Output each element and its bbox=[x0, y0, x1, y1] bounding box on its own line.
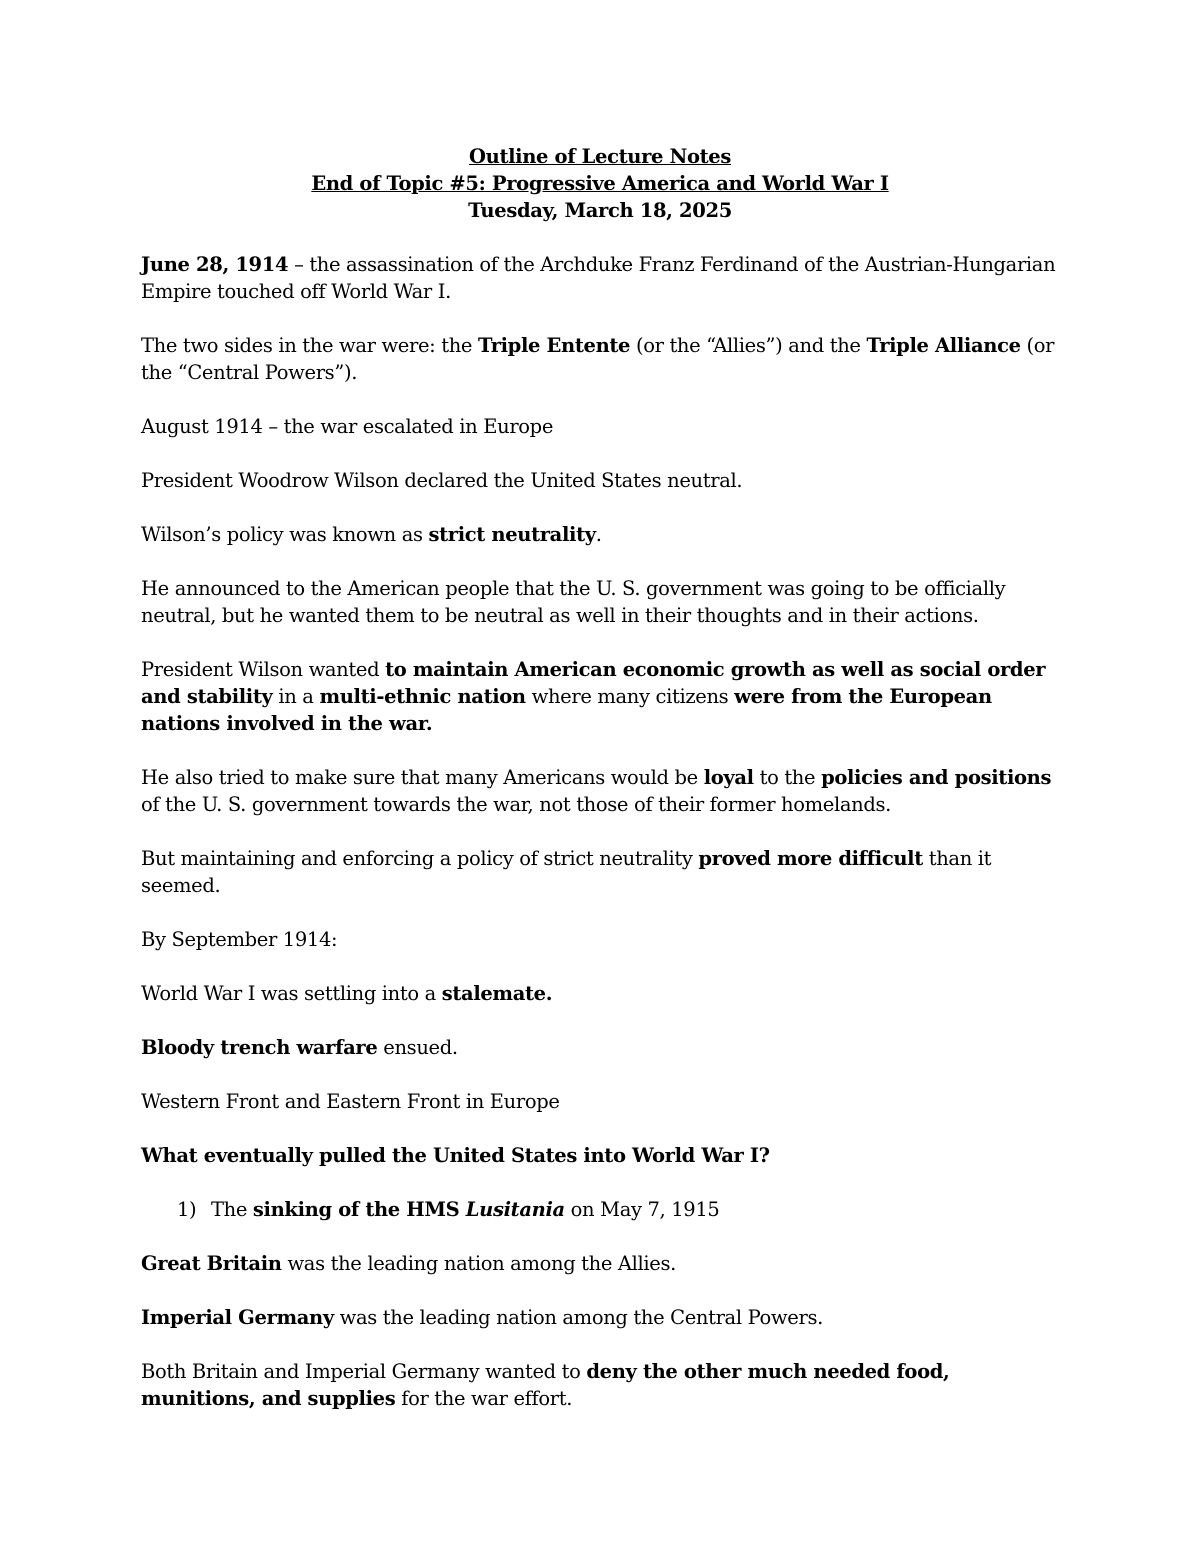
bold-term: Imperial Germany bbox=[141, 1306, 334, 1329]
bold-term: Bloody trench warfare bbox=[141, 1036, 378, 1059]
paragraph-text: of the U. S. government towards the war, not those of their former homelands. bbox=[141, 793, 891, 816]
paragraph-wilson-neutral: President Woodrow Wilson declared the United States neutral. bbox=[141, 469, 743, 492]
bold-term: were from the European nations involved in the war. bbox=[141, 685, 992, 735]
paragraph-text: was the leading nation among the Allies. bbox=[281, 1252, 676, 1275]
bold-term: loyal bbox=[703, 766, 754, 789]
paragraph-trench-warfare bbox=[141, 1034, 1059, 1061]
bold-term: deny the other much needed food, munitions, and supplies bbox=[141, 1360, 950, 1410]
bold-term: stalemate. bbox=[441, 982, 553, 1005]
paragraph-text: – the assassination of the Archduke Franz Ferdinand of the Austrian-Hungarian Empire touched off World War I. bbox=[141, 253, 1056, 303]
paragraph-text: for the war effort. bbox=[395, 1387, 573, 1410]
bold-term: proved more difficult bbox=[698, 847, 923, 870]
paragraph-deny-supplies bbox=[141, 1358, 1059, 1412]
paragraph-strict-neutrality bbox=[141, 521, 1059, 548]
paragraph-stalemate bbox=[141, 980, 1059, 1007]
title-block bbox=[141, 143, 1059, 224]
bold-term: sinking of the HMS bbox=[252, 1198, 466, 1221]
document-date: Tuesday, March 18, 2025 bbox=[468, 199, 732, 222]
paragraph-text: . bbox=[595, 523, 602, 546]
bold-date: June 28, 1914 bbox=[141, 253, 289, 276]
paragraph-two-sides bbox=[141, 332, 1059, 386]
bold-question: What eventually pulled the United States into World War I? bbox=[141, 1144, 770, 1167]
paragraph-text: World War I was settling into a bbox=[141, 982, 442, 1005]
bold-term: Great Britain bbox=[141, 1252, 282, 1275]
paragraph-text: was the leading nation among the Central Powers. bbox=[333, 1306, 823, 1329]
bold-term: policies and positions bbox=[821, 766, 1052, 789]
paragraph-august-1914: August 1914 – the war escalated in Europe bbox=[141, 415, 554, 438]
paragraph-text: He also tried to make sure that many Americans would be bbox=[141, 766, 704, 789]
paragraph-text: But maintaining and enforcing a policy of strict neutrality bbox=[141, 847, 699, 870]
paragraph-text: President Wilson wanted bbox=[141, 658, 386, 681]
bold-term: Triple Entente bbox=[477, 334, 631, 357]
paragraph-text: in a bbox=[272, 685, 320, 708]
paragraph-difficult bbox=[141, 845, 1059, 899]
paragraph-great-britain bbox=[141, 1250, 1059, 1277]
paragraph-text: Wilson’s policy was known as bbox=[141, 523, 429, 546]
paragraph-economic-growth bbox=[141, 656, 1059, 737]
paragraph-assassination bbox=[141, 251, 1059, 305]
bold-term: Triple Alliance bbox=[866, 334, 1021, 357]
paragraph-text: (or the “Central Powers”). bbox=[141, 334, 1055, 384]
paragraph-text: on May 7, 1915 bbox=[564, 1198, 720, 1221]
paragraph-announced: He announced to the American people that the U. S. government was going to be officially neutral, but he wanted them to be neutral as well in their thoughts and in their actions. bbox=[141, 577, 1006, 627]
document-page bbox=[141, 143, 1059, 1439]
bold-term: to maintain American economic growth as well as social order and stability bbox=[141, 658, 1046, 708]
list-item-lusitania bbox=[141, 1196, 1059, 1223]
paragraph-loyal bbox=[141, 764, 1059, 818]
paragraph-imperial-germany bbox=[141, 1304, 1059, 1331]
paragraph-text: where many citizens bbox=[525, 685, 735, 708]
paragraph-text: The bbox=[211, 1198, 253, 1221]
paragraph-text: Both Britain and Imperial Germany wanted to bbox=[141, 1360, 587, 1383]
bold-term: multi-ethnic nation bbox=[319, 685, 526, 708]
paragraph-september-1914: By September 1914: bbox=[141, 928, 338, 951]
paragraph-text: (or the “Allies”) and the bbox=[630, 334, 867, 357]
paragraph-text: ensued. bbox=[377, 1036, 458, 1059]
paragraph-text: to the bbox=[753, 766, 822, 789]
paragraph-text: than it seemed. bbox=[141, 847, 992, 897]
bold-italic-ship-name: Lusitania bbox=[465, 1198, 565, 1221]
bold-term: strict neutrality bbox=[428, 523, 596, 546]
paragraph-fronts: Western Front and Eastern Front in Europe bbox=[141, 1090, 560, 1113]
paragraph-question bbox=[141, 1142, 1059, 1169]
document-subtitle: End of Topic #5: Progressive America and World War I bbox=[311, 172, 889, 195]
document-title: Outline of Lecture Notes bbox=[468, 145, 731, 168]
list-number: 1) bbox=[177, 1198, 197, 1221]
paragraph-text: The two sides in the war were: the bbox=[141, 334, 478, 357]
